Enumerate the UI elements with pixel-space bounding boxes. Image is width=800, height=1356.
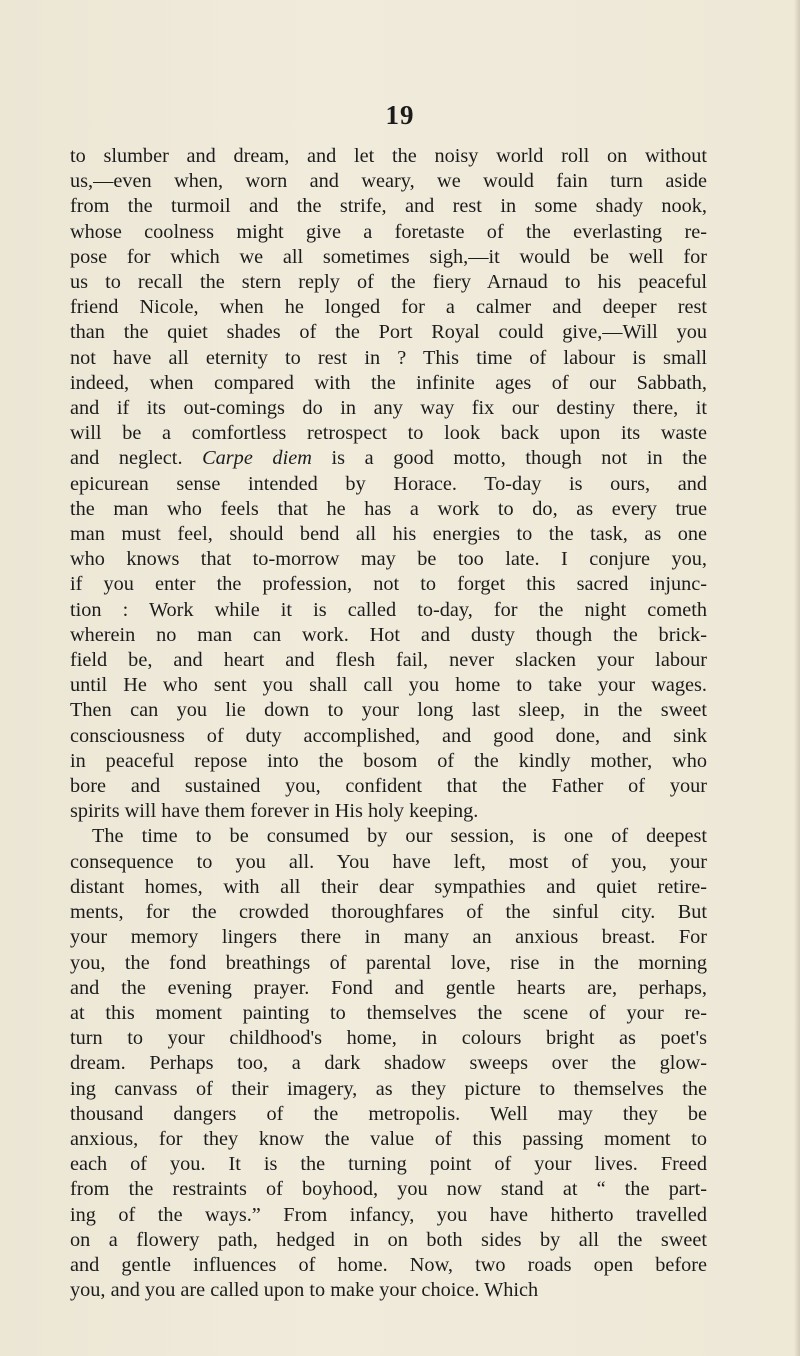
text-line: Then can you lie down to your long last sleep, in the sweet [70, 699, 707, 722]
text-line: your memory lingers there in many an anxious breast. For [70, 926, 707, 949]
text-segment: and neglect. [70, 447, 203, 470]
text-line: wherein no man can work. Hot and dusty though the brick- [70, 623, 707, 646]
text-line: consequence to you all. You have left, most of you, your [70, 850, 707, 873]
italic-phrase: Carpe diem [202, 447, 312, 470]
text-line: pose for which we all sometimes sigh,—it would be well for [70, 245, 707, 268]
text-line: than the quiet shades of the Port Royal could give,—Will you [70, 321, 707, 344]
text-line: the man who feels that he has a work to do, as every true [70, 497, 707, 520]
text-line: whose coolness might give a foretaste of the everlasting re- [70, 220, 707, 243]
text-line [70, 446, 707, 471]
text-line: who knows that to-morrow may be too late. I conjure you, [70, 548, 707, 571]
text-line: tion : Work while it is called to-day, for the night cometh [70, 598, 707, 621]
page-edge-shadow [794, 0, 800, 1356]
text-line: bore and sustained you, confident that the Father of your [70, 775, 707, 798]
text-line: you, the fond breathings of parental love, rise in the morning [70, 951, 707, 974]
text-line: ing canvass of their imagery, as they picture to themselves the [70, 1077, 707, 1100]
text-segment: is a good motto, though not in the [311, 447, 707, 470]
text-line: epicurean sense intended by Horace. To-day is ours, and [70, 472, 707, 495]
text-line: from the restraints of boyhood, you now stand at “ the part- [70, 1178, 707, 1201]
text-line: consciousness of duty accomplished, and good done, and sink [70, 724, 707, 747]
text-line: from the turmoil and the strife, and rest in some shady nook, [70, 195, 707, 218]
page-number: 19 [385, 100, 415, 130]
text-line: until He who sent you shall call you home to take your wages. [70, 674, 707, 697]
text-line: thousand dangers of the metropolis. Well may they be [70, 1102, 707, 1125]
text-line: The time to be consumed by our session, is one of deepest [92, 825, 707, 848]
text-line: and if its out-comings do in any way fix our destiny there, it [70, 397, 707, 420]
text-line: indeed, when compared with the infinite ages of our Sabbath, [70, 371, 707, 394]
text-line: and the evening prayer. Fond and gentle hearts are, perhaps, [70, 976, 707, 999]
text-line: friend Nicole, when he longed for a calmer and deeper rest [70, 296, 707, 319]
text-line: spirits will have them forever in His holy keeping. [70, 800, 479, 823]
text-line: us,—even when, worn and weary, we would fain turn aside [70, 170, 707, 193]
text-line: and gentle influences of home. Now, two roads open before [70, 1253, 707, 1276]
text-line: on a flowery path, hedged in on both sides by all the sweet [70, 1228, 707, 1251]
text-line: to slumber and dream, and let the noisy world roll on without [70, 145, 707, 167]
text-line: us to recall the stern reply of the fiery Arnaud to his peaceful [70, 271, 707, 294]
text-line: not have all eternity to rest in ? This time of labour is small [70, 346, 707, 369]
text-line: distant homes, with all their dear sympathies and quiet retire- [70, 875, 707, 898]
text-line: at this moment painting to themselves the scene of your re- [70, 1001, 707, 1024]
text-line: man must feel, should bend all his energies to the task, as one [70, 523, 707, 546]
text-line: turn to your childhood's home, in colours bright as poet's [70, 1027, 707, 1050]
text-line: will be a comfortless retrospect to look back upon its waste [70, 422, 707, 445]
text-line: ments, for the crowded thoroughfares of the sinful city. But [70, 901, 707, 924]
text-line: dream. Perhaps too, a dark shadow sweeps over the glow- [70, 1052, 707, 1075]
text-line: in peaceful repose into the bosom of the kindly mother, who [70, 749, 707, 772]
text-line: ing of the ways.” From infancy, you have hitherto travelled [70, 1203, 707, 1226]
text-line: anxious, for they know the value of this passing moment to [70, 1127, 707, 1150]
text-line: if you enter the profession, not to forget this sacred injunc- [70, 573, 707, 596]
text-line: field be, and heart and flesh fail, never slacken your labour [70, 649, 707, 672]
body-text [70, 144, 707, 1303]
text-line: each of you. It is the turning point of your lives. Freed [70, 1153, 707, 1176]
text-line: you, and you are called upon to make your choice. Which [70, 1279, 539, 1302]
